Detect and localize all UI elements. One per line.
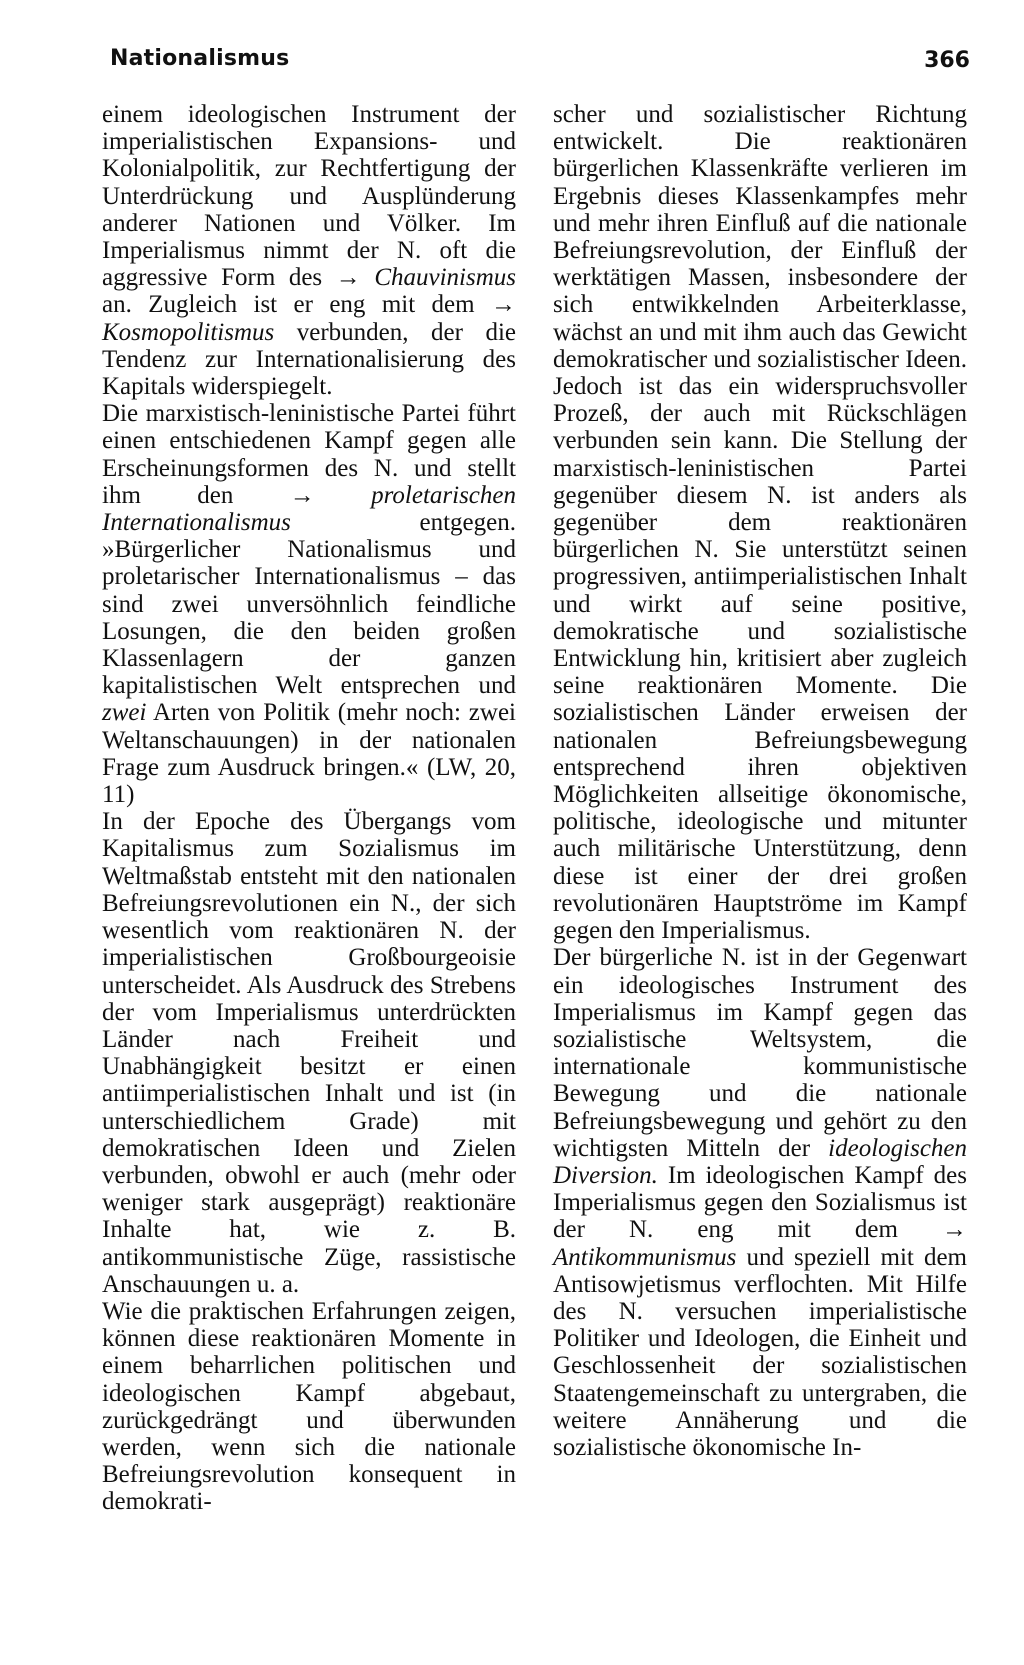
emphasis: zwei xyxy=(102,699,147,727)
cross-reference-term: ideologischen Diversion. xyxy=(553,1134,968,1189)
paragraph: scher und sozialistischer Richtung entwickelt. Die reaktionären bürgerlichen Klassenkräfte verlieren im Ergebnis dieses Klassenkampfes mehr und mehr ihren Einfluß auf die nationale Befreiungsrevolution, der Einfluß der werktätigen Massen, insbesondere der sich entwikkelnden Arbeiterklasse, wächst an und mit ihm auch das Gewicht demokratischer und sozialistischer Ideen. Jedoch ist das ein widerspruchsvoller Prozeß, der auch mit Rückschlägen verbunden sein kann. Die Stellung der marxistisch-leninistischen Partei gegenüber diesem N. ist anders als gegenüber dem reaktionären bürgerlichen N. Sie unterstützt seinen progressiven, antiimperialistischen Inhalt und wirkt auf seine positive, demokratische und sozialistische Entwicklung hin, kritisiert aber zugleich seine reaktionären Momente. Die sozialistischen Länder erweisen der nationalen Befreiungsbewegung entsprechend ihren objektiven Möglichkeiten allseitige ökonomische, politische, ideologische und mitunter auch militärische Unterstützung, denn diese ist einer der drei großen revolutionären Hauptströme im Kampf gegen den Imperialismus. xyxy=(553,101,967,945)
left-column xyxy=(102,101,516,1516)
cross-reference-term: proletarischen Internationalismus xyxy=(102,481,516,537)
cross-reference-term: Kosmopolitismus xyxy=(102,318,275,346)
paragraph: In der Epoche des Übergangs vom Kapitalismus zum Sozialismus im Weltmaßstab entsteht mit den nationalen Befreiungsrevolutionen ein N., der sich wesentlich vom reaktionären N. der imperialistischen Großbourgeoisie unterscheidet. Als Ausdruck des Strebens der vom Imperialismus unterdrückten Länder nach Freiheit und Unabhängigkeit besitzt er einen antiimperialistischen Inhalt und ist (in unterschiedlichem Grade) mit demokratischen Ideen und Zielen verbunden, obwohl er auch (mehr oder weniger stark ausgeprägt) reaktionäre Inhalte hat, wie z. B. antikommunistische Züge, rassistische Anschauungen u. a. xyxy=(102,808,516,1298)
paragraph xyxy=(553,944,967,1461)
text-fragment: einem ideologischen Instrument der imperialistischen Expansions- und Kolonialpolitik, zur Rechtfertigung der Unterdrückung und Ausplünderung anderer Nationen und Völker. Im Imperialismus nimmt der N. oft die aggressive Form des → xyxy=(102,101,516,292)
text-fragment: Arten von Politik (mehr noch: zwei Weltanschauungen) in der nationalen Frage zum Ausdruck bringen.« (LW, 20, 11) xyxy=(102,699,516,809)
text-fragment: Die marxistisch-leninistische Partei führt einen entschiedenen Kampf gegen alle Erscheinungsformen des N. und stellt ihm den → xyxy=(102,400,516,509)
paragraph xyxy=(102,101,516,400)
text-fragment: Der bürgerliche N. ist in der Gegenwart ein ideologisches Instrument des Imperialismus im Kampf gegen das sozialistische Weltsystem, die internationale kommunistische Bewegung und die nationale Befreiungsbewegung und gehört zu den wichtigsten Mitteln der xyxy=(553,944,967,1162)
running-head: Nationalismus xyxy=(110,46,290,71)
paragraph: Wie die praktischen Erfahrungen zeigen, können diese reaktionären Momente in einem beharrlichen politischen und ideologischen Kampf abgebaut, zurückgedrängt und überwunden werden, wenn sich die nationale Befreiungsrevolution konsequent in demokrati- xyxy=(102,1297,516,1516)
text-fragment: verbunden, der die Tendenz zur Internationalisierung des Kapitals widerspiegelt. xyxy=(102,318,516,401)
page-number: 366 xyxy=(924,48,970,73)
cross-reference-term: Chauvinismus xyxy=(374,264,516,292)
paragraph xyxy=(102,400,516,808)
text-fragment: entgegen. »Bürgerlicher Nationalismus und proletarischer Internationalismus – das sind zwei unversöhnlich feindliche Losungen, die den beiden großen Klassenlagern der ganzen kapitalistischen Welt entsprechen und xyxy=(102,509,516,700)
cross-reference-term: Antikommunismus xyxy=(553,1243,737,1271)
right-column xyxy=(553,101,967,1461)
text-fragment: und speziell mit dem Antisowjetismus verflochten. Mit Hilfe des N. versuchen imperialistische Politiker und Ideologen, die Einheit und Geschlossenheit der sozialistischen Staatengemeinschaft zu untergraben, die weitere Annäherung und die sozialistische ökonomische In- xyxy=(553,1243,967,1461)
text-fragment: Im ideologischen Kampf des Imperialismus gegen den Sozialismus ist der N. eng mit dem → xyxy=(553,1161,968,1244)
text-fragment: an. Zugleich ist er eng mit dem → xyxy=(102,291,516,319)
page-header xyxy=(110,46,970,86)
